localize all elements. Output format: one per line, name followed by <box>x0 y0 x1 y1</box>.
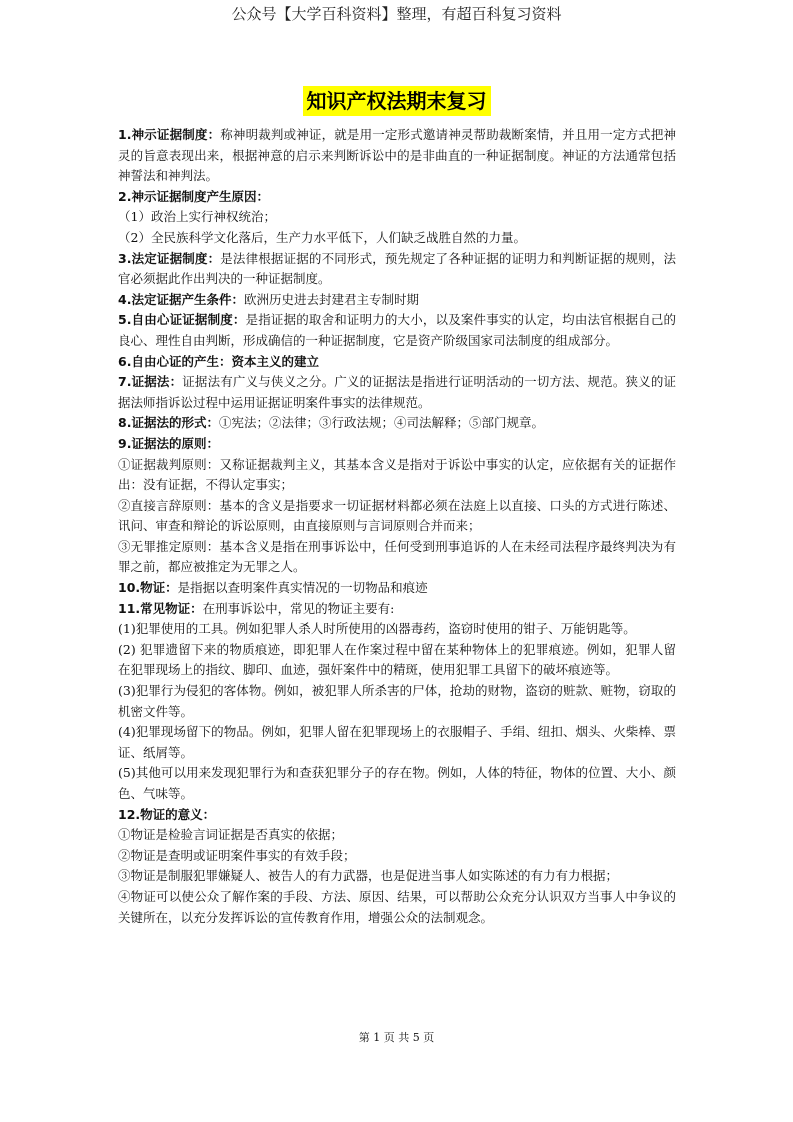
term: 9.证据法的原则： <box>118 435 219 451</box>
paragraph-text: 在刑事诉讼中，常见的物证主要有: <box>202 600 395 616</box>
paragraph-text: ①证据裁判原则：又称证据裁判主义，其基本含义是指对于诉讼中事实的认定，应依据有关的证据作出：没有证据，不得认定事实； <box>118 456 676 493</box>
paragraph-15 <box>118 578 676 599</box>
paragraph-22 <box>118 805 676 826</box>
paragraph-10 <box>118 413 676 434</box>
paragraph-12 <box>118 455 676 496</box>
page-footer: 第 1 页 共 5 页 <box>358 1031 435 1044</box>
paragraph-17 <box>118 619 676 640</box>
paragraph-4 <box>118 228 676 249</box>
document-title: 知识产权法期末复习 <box>303 86 491 116</box>
paragraph-text: ③物证是制服犯罪嫌疑人、被告人的有力武器，也是促进当事人如实陈述的有力有力根据； <box>118 868 619 884</box>
term: 12.物证的意义： <box>118 806 216 822</box>
term: 2.神示证据制度产生原因： <box>118 188 269 204</box>
term: 4.法定证据产生条件： <box>118 291 244 307</box>
paragraph-text: 欧洲历史进去封建君主专制时期 <box>243 291 419 307</box>
paragraph-text: 是指证据的取舍和证明力的大小，以及案件事实的认定，均由法官根据自己的良心、理性自由判断，形成确信的一种证据制度，它是资产阶级国家司法制度的组成部分。 <box>118 312 676 348</box>
paragraph-text: 证据法有广义与侠义之分。广义的证据法是指进行证明活动的一切方法、规范。狭义的证据法师指诉讼过程中运用证据证明案件事实的法律规范。 <box>118 374 676 410</box>
paragraph-text: ②物证是查明或证明案件事实的有效手段； <box>118 847 356 863</box>
term: 7.证据法： <box>118 374 183 390</box>
paragraph-text: (3)犯罪行为侵犯的客体物。例如，被犯罪人所杀害的尸体，抢劫的财物，盗窃的赃款、赃物，窃取的机密文件等。 <box>118 683 676 719</box>
term: 8.证据法的形式： <box>118 415 219 431</box>
paragraph-text: (5)其他可以用来发现犯罪行为和查获犯罪分子的存在物。例如，人体的特征，物体的位置、大小、颜色、气味等。 <box>118 765 676 801</box>
paragraph-1 <box>118 125 676 187</box>
paragraph-text: ④物证可以使公众了解作案的手段、方法、原因、结果，可以帮助公众充分认识双方当事人中争议的关键所在，以充分发挥诉讼的宣传教育作用，增强公众的法制观念。 <box>118 888 676 925</box>
paragraph-20 <box>118 722 676 763</box>
title-wrap <box>0 86 793 116</box>
paragraph-9 <box>118 372 676 413</box>
paragraph-text: （1）政治上实行神权统治； <box>118 209 276 225</box>
paragraph-11 <box>118 434 676 455</box>
paragraph-6 <box>118 290 676 311</box>
paragraph-26 <box>118 887 676 928</box>
paragraph-text: （2）全民族科学文化落后，生产力水平低下，人们缺乏战胜自然的力量。 <box>118 229 526 245</box>
term: 1.神示证据制度： <box>118 127 221 142</box>
paragraph-text: ②直接言辞原则：基本的含义是指要求一切证据材料都必须在法庭上以直接、口头的方式进行陈述、讯问、审查和辩论的诉讼原则，由直接原则与言词原则合并而来； <box>118 497 676 534</box>
paragraph-3 <box>118 207 676 228</box>
paragraph-8 <box>118 352 676 373</box>
paragraph-text: ③无罪推定原则：基本含义是指在刑事诉讼中，任何受到刑事追诉的人在未经司法程序最终判决为有罪之前，都应被推定为无罪之人。 <box>118 538 676 575</box>
paragraph-text: 是指据以查明案件真实情况的一切物品和痕迹 <box>177 580 428 596</box>
term: 3.法定证据制度： <box>118 250 221 266</box>
paragraph-5 <box>118 249 676 290</box>
paragraph-23 <box>118 825 676 846</box>
paragraph-18 <box>118 640 676 681</box>
paragraph-7 <box>118 310 676 351</box>
paragraph-text: 是法律根据证据的不同形式，预先规定了各种证据的证明力和判断证据的规则，法官必须据此作出判决的一种证据制度。 <box>118 250 676 287</box>
header-note: 公众号【大学百科资料】整理，有超百科复习资料 <box>231 5 562 23</box>
paragraph-text: (1)犯罪使用的工具。例如犯罪人杀人时所使用的凶器毒药，盗窃时使用的钳子、万能钥匙等。 <box>118 621 636 637</box>
paragraph-19 <box>118 681 676 722</box>
paragraph-16 <box>118 599 676 620</box>
paragraph-text: ①物证是检验言词证据是否真实的依据； <box>118 827 344 843</box>
paragraph-13 <box>118 496 676 537</box>
paragraph-21 <box>118 763 676 804</box>
term: 11.常见物证： <box>118 600 203 616</box>
paragraph-2 <box>118 187 676 208</box>
paragraph-text: ①宪法；②法律；③行政法规；④司法解释；⑤部门规章。 <box>218 415 544 431</box>
term: 6.自由心证的产生：资本主义的建立 <box>118 353 319 369</box>
paragraph-14 <box>118 537 676 578</box>
term: 5.自由心证证据制度： <box>118 312 246 328</box>
term: 10.物证： <box>118 580 178 596</box>
document-body <box>118 125 676 928</box>
paragraph-24 <box>118 846 676 867</box>
paragraph-text: 称神明裁判或神证，就是用一定形式邀请神灵帮助裁断案情，并且用一定方式把神灵的旨意表现出来，根据神意的启示来判断诉讼中的是非曲直的一种证据制度。神证的方法通常包括神誓法和神判法。 <box>118 127 676 184</box>
paragraph-text: (2) 犯罪遗留下来的物质痕迹，即犯罪人在作案过程中留在某种物体上的犯罪痕迹。例如，犯罪人留在犯罪现场上的指纹、脚印、血迹，强奸案件中的精斑，使用犯罪工具留下的破坏痕迹等。 <box>118 641 676 678</box>
paragraph-text: (4)犯罪现场留下的物品。例如，犯罪人留在犯罪现场上的衣服帽子、手绢、纽扣、烟头、火柴棒、票证、纸屑等。 <box>118 724 676 760</box>
paragraph-25 <box>118 866 676 887</box>
